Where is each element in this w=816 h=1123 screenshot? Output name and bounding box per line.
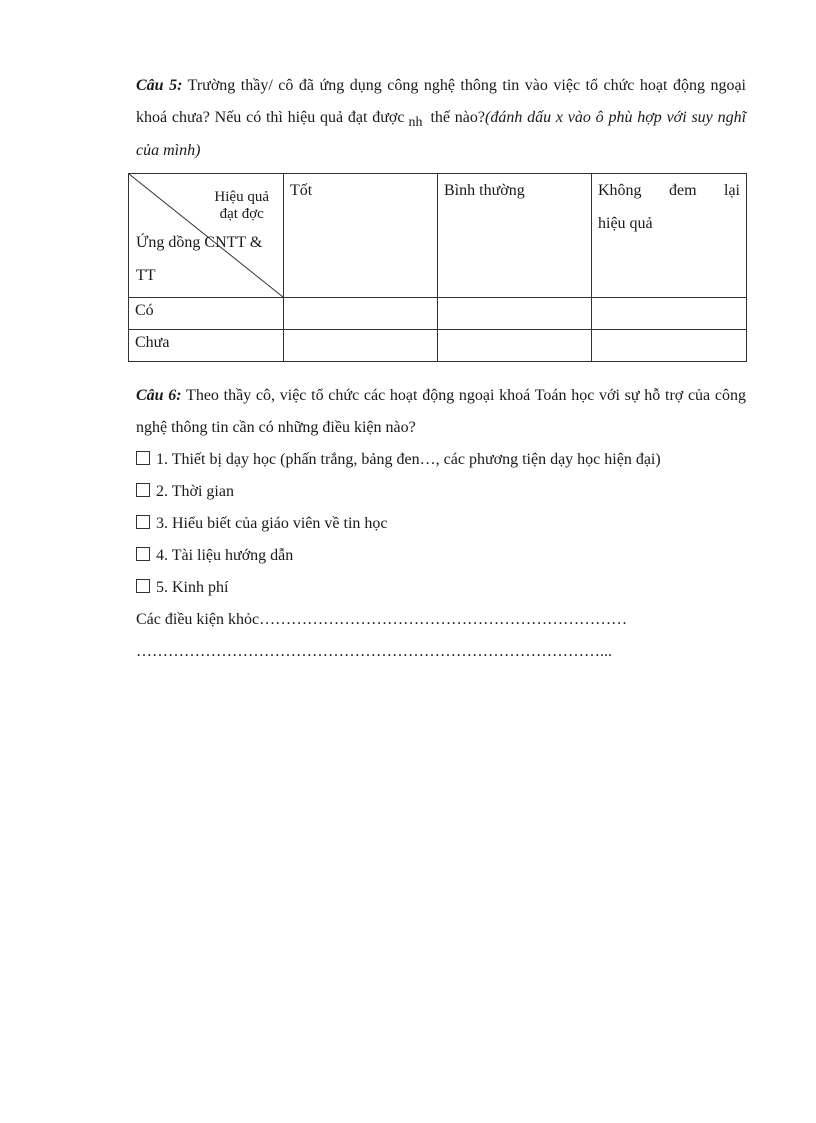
cell-yes-normal[interactable] <box>438 298 592 330</box>
option-2 <box>136 476 746 508</box>
cell-yes-no-effect[interactable] <box>592 298 747 330</box>
question-5-text: Trường thầy/ cô đã ứng dụng công nghệ thông tin vào việc tổ chức hoạt động ngoại khoá chưa? Nếu có thì hiệu quả đạt được <box>136 77 746 126</box>
col-header-no-effect-line2: hiệu quả <box>598 215 653 232</box>
question-5 <box>136 70 746 167</box>
question-6-text: Theo thầy cô, việc tổ chức các hoạt động ngoại khoá Toán học với sự hỗ trợ của công nghệ thông tin cần có những điều kiện nào? <box>136 387 746 436</box>
cell-not-yet-good[interactable] <box>284 330 438 362</box>
col-header-no-effect <box>592 174 747 298</box>
question-5-text-end: thế nào? <box>430 109 485 126</box>
option-3 <box>136 508 746 540</box>
corner-top-label <box>214 189 269 223</box>
corner-top-line2: đạt đợc <box>219 206 264 222</box>
col-header-good: Tốt <box>284 174 438 298</box>
col-header-normal: Bình thường <box>438 174 592 298</box>
document-page <box>135 70 747 660</box>
option-2-label: 2. Thời gian <box>156 483 234 500</box>
col-header-no-effect-line1: Không đem lại <box>598 182 740 199</box>
option-5-label: 5. Kinh phí <box>156 579 229 596</box>
other-conditions-line[interactable]: Các điều kiện khỏc…………………………………………………………… <box>136 611 628 628</box>
other-conditions-continuation[interactable]: ……………………………………………………………………………... <box>136 643 612 660</box>
checkbox-4[interactable] <box>136 547 150 561</box>
checkbox-3[interactable] <box>136 515 150 529</box>
checkbox-5[interactable] <box>136 579 150 593</box>
question-5-subscript: nh <box>408 115 423 130</box>
question-5-label: Câu 5: <box>136 77 183 94</box>
corner-bottom-label: Ứng dồng CNTT & TT <box>136 234 263 284</box>
question-6-label: Câu 6: <box>136 387 182 404</box>
option-1-label: 1. Thiết bị dạy học (phấn trắng, bảng đen…, các phương tiện dạy học hiện đại) <box>156 451 661 468</box>
checkbox-1[interactable] <box>136 451 150 465</box>
corner-top-line1: Hiệu quả <box>214 189 269 205</box>
cell-yes-good[interactable] <box>284 298 438 330</box>
question-6-block <box>136 380 746 668</box>
cell-not-yet-no-effect[interactable] <box>592 330 747 362</box>
row-label-yes: Có <box>129 298 284 330</box>
option-4-label: 4. Tài liệu hướng dẫn <box>156 547 294 564</box>
option-3-label: 3. Hiểu biết của giáo viên về tin học <box>156 515 388 532</box>
option-5 <box>136 572 746 604</box>
cell-not-yet-normal[interactable] <box>438 330 592 362</box>
question-6 <box>136 380 746 444</box>
option-4 <box>136 540 746 572</box>
option-1 <box>136 444 746 476</box>
question-5-instruction: (đánh dấu x vào ô phù hợp với suy nghĩ của mình) <box>136 109 747 159</box>
checkbox-2[interactable] <box>136 483 150 497</box>
table-row <box>129 298 747 330</box>
table-row <box>129 330 747 362</box>
row-label-not-yet: Chưa <box>129 330 284 362</box>
table-corner-cell <box>129 174 284 298</box>
effectiveness-table <box>128 173 747 362</box>
